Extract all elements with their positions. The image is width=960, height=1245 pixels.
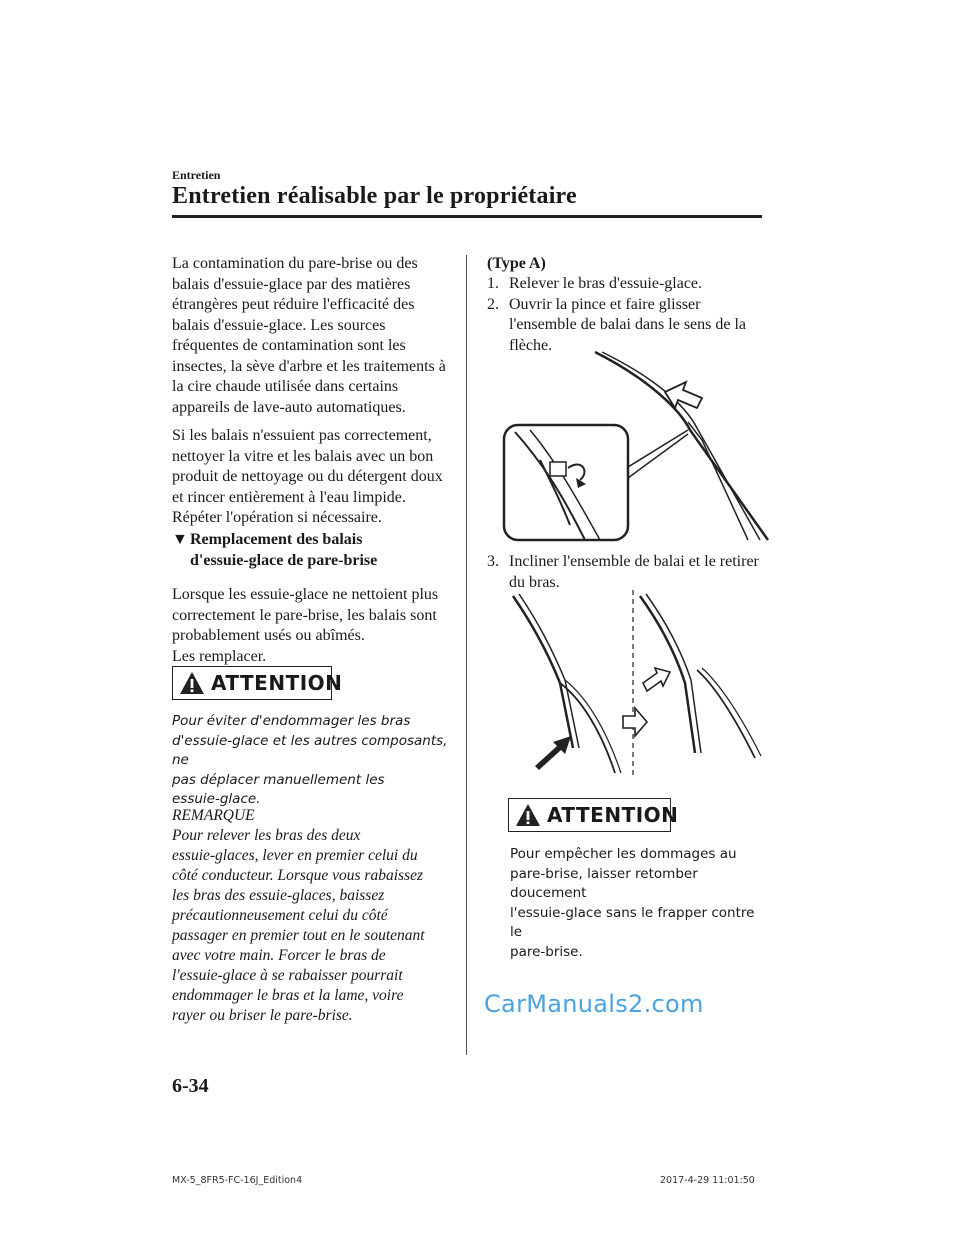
text-line: l'essuie-glace à se rabaisser pourrait xyxy=(172,967,403,984)
text-line: côté conducteur. Lorsque vous rabaissez xyxy=(172,867,423,884)
step-number: 3. xyxy=(487,553,499,570)
text-line: l'essuie-glace sans le frapper contre le xyxy=(510,904,755,940)
wiper-removal-illustration xyxy=(505,588,775,783)
text-line: La contamination du pare-brise ou des xyxy=(172,255,418,272)
step-text: du bras. xyxy=(509,573,560,591)
steps-1-2 xyxy=(487,274,767,354)
text-line: précautionneusement celui du côté xyxy=(172,907,388,924)
step-text: flèche. xyxy=(509,336,553,354)
text-line: étrangères peut réduire l'efficacité des xyxy=(172,296,415,313)
attention-box xyxy=(508,798,679,832)
text-line: essuie-glaces, lever en premier celui du xyxy=(172,847,418,864)
text-line: balais d'essuie-glace. Les sources xyxy=(172,316,386,334)
note-block xyxy=(172,806,462,1026)
section-label: Entretien xyxy=(172,168,221,182)
text-line: Pour éviter d'endommager les bras xyxy=(172,713,411,729)
type-label: (Type A) xyxy=(487,255,546,272)
wiper-clip-illustration xyxy=(490,350,770,550)
step-text: Incliner l'ensemble de balai et le retirer xyxy=(509,553,759,570)
text-line: insectes, la sève d'arbre et les traitements à xyxy=(172,357,446,375)
note-title: REMARQUE xyxy=(172,807,255,824)
text-line: essuie-glace. xyxy=(172,791,261,807)
step-text: Relever le bras d'essuie-glace. xyxy=(509,275,703,292)
text-line: fréquentes de contamination sont les xyxy=(172,337,406,354)
step-number: 2. xyxy=(487,295,499,313)
text-line: Les remplacer. xyxy=(172,647,267,665)
text-line: correctement le pare-brise, les balais sont xyxy=(172,606,437,624)
text-line: produit de nettoyage ou du détergent doux xyxy=(172,468,443,485)
text-line: nettoyer la vitre et les balais avec un bon xyxy=(172,447,434,465)
text-line: passager en premier tout en le soutenant xyxy=(172,927,425,944)
text-line: Pour relever les bras des deux xyxy=(172,827,361,844)
heading-line: Remplacement des balais xyxy=(190,531,363,548)
text-line: et rincer entièrement à l'eau limpide. xyxy=(172,488,406,506)
intro-paragraph xyxy=(172,254,452,418)
cleaning-paragraph xyxy=(172,426,452,529)
text-line: avec votre main. Forcer le bras de xyxy=(172,947,386,964)
text-line: pare-brise, laisser retomber doucement xyxy=(510,865,698,901)
heading-triangle-icon: ▼ xyxy=(172,531,188,548)
watermark-text: CarManuals2.com xyxy=(484,990,704,1018)
page-title: Entretien réalisable par le propriétaire xyxy=(172,183,577,209)
attention-text xyxy=(172,712,462,810)
column-divider xyxy=(466,255,467,1055)
text-line: probablement usés ou abîmés. xyxy=(172,627,365,644)
text-line: pare-brise. xyxy=(510,943,583,960)
text-line: appareils de lave-auto automatiques. xyxy=(172,398,406,416)
footer-left: MX-5_8FR5-FC-16J_Edition4 xyxy=(172,1175,303,1186)
section-heading xyxy=(190,530,460,571)
text-line: endommager le bras et la lame, voire xyxy=(172,987,404,1004)
text-line: balais d'essuie-glace par des matières xyxy=(172,275,411,293)
text-line: rayer ou briser le pare-brise. xyxy=(172,1007,353,1024)
replacement-paragraph xyxy=(172,585,452,667)
step-number: 1. xyxy=(487,275,499,292)
text-line: Répéter l'opération si nécessaire. xyxy=(172,509,382,526)
footer-right: 2017-4-29 11:01:50 xyxy=(660,1175,755,1186)
step-text: Ouvrir la pince et faire glisser xyxy=(509,295,701,313)
warning-icon xyxy=(179,671,205,695)
text-line: d'essuie-glace et les autres composants, ne xyxy=(172,732,448,768)
text-line: la cire chaude utilisée dans certains xyxy=(172,378,399,395)
text-line: Si les balais n'essuient pas correctement, xyxy=(172,427,432,444)
text-line: pas déplacer manuellement les xyxy=(172,771,385,788)
attention-text xyxy=(510,845,770,962)
step-text: l'ensemble de balai dans le sens de la xyxy=(509,316,747,333)
title-rule xyxy=(172,215,762,218)
text-line: Lorsque les essuie-glace ne nettoient plus xyxy=(172,586,439,603)
text-line: Pour empêcher les dommages au xyxy=(510,846,737,862)
attention-box xyxy=(172,666,343,700)
attention-label: ATTENTION xyxy=(211,671,343,695)
text-line: les bras des essuie-glaces, baissez xyxy=(172,887,385,904)
warning-icon xyxy=(515,803,541,827)
attention-label: ATTENTION xyxy=(547,803,679,827)
page-number: 6-34 xyxy=(172,1075,209,1097)
heading-line: d'essuie-glace de pare-brise xyxy=(190,551,378,569)
